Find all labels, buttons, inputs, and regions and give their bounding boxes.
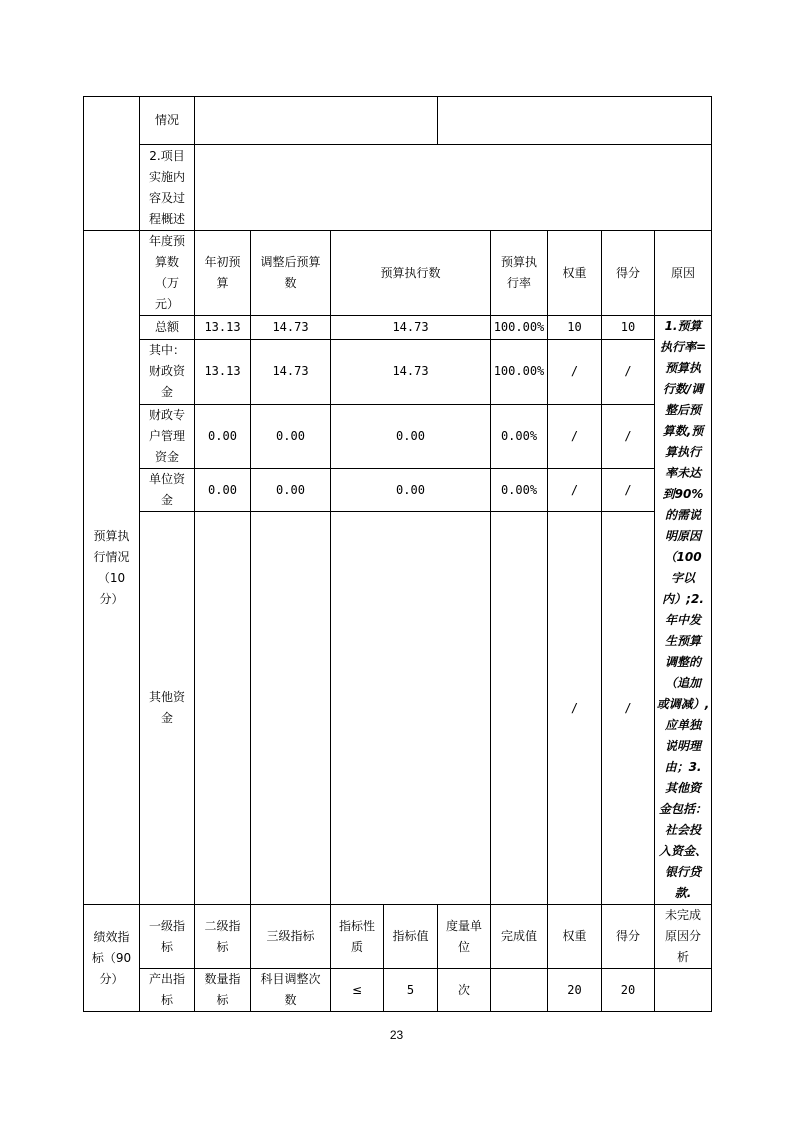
budget-rate: 100.00%: [491, 316, 548, 340]
perf-header-score: 得分: [602, 905, 655, 969]
budget-adjusted: 14.73: [251, 340, 331, 404]
budget-initial: 0.00: [195, 404, 251, 468]
budget-reason-note: 1.预算 执行率= 预算执 行数/调 整后预 算数,预 算执行 率未达 到90% 的需说 明原因 （100 字以 内）;2. 年中发 生预算 调整的 （追加 或调减）, 应单独 说明理 由；3. 其他资 金包括： 社会投 入资金、 银行贷 款.: [655, 316, 712, 905]
perf-completed: [491, 969, 548, 1012]
perf-unit: 次: [438, 969, 491, 1012]
budget-rate: 100.00%: [491, 340, 548, 404]
perf-header-nature: 指标性 质: [331, 905, 384, 969]
budget-executed: 14.73: [331, 316, 491, 340]
budget-initial: 0.00: [195, 469, 251, 512]
intro-content-cell-right: [438, 97, 712, 145]
budget-score: /: [602, 469, 655, 512]
budget-header-adjusted: 调整后预算 数: [251, 231, 331, 316]
budget-section-label: 预算执 行情况 （10 分）: [84, 231, 140, 905]
perf-analysis: [655, 969, 712, 1012]
budget-row-label: 单位资 金: [140, 469, 195, 512]
perf-nature: ≤: [331, 969, 384, 1012]
budget-score: /: [602, 404, 655, 468]
performance-evaluation-table: [83, 96, 712, 1012]
budget-weight: /: [548, 340, 602, 404]
budget-score: /: [602, 340, 655, 404]
process-label: 2.项目 实施内 容及过 程概述: [140, 145, 195, 231]
perf-header-analysis: 未完成 原因分 析: [655, 905, 712, 969]
perf-weight: 20: [548, 969, 602, 1012]
perf-score: 20: [602, 969, 655, 1012]
perf-level3: 科目调整次 数: [251, 969, 331, 1012]
budget-executed: 0.00: [331, 469, 491, 512]
budget-row-label: 其他资 金: [140, 512, 195, 905]
budget-initial: 13.13: [195, 340, 251, 404]
budget-row-label: 总额: [140, 316, 195, 340]
budget-header-rate: 预算执 行率: [491, 231, 548, 316]
budget-adjusted: 14.73: [251, 316, 331, 340]
budget-executed: [331, 512, 491, 905]
page-number: 23: [389, 1028, 404, 1042]
budget-row-label: 财政专 户管理 资金: [140, 404, 195, 468]
budget-score: /: [602, 512, 655, 905]
perf-header-level3: 三级指标: [251, 905, 331, 969]
budget-initial: 13.13: [195, 316, 251, 340]
intro-content-cell: [195, 97, 438, 145]
budget-header-score: 得分: [602, 231, 655, 316]
perf-header-level2: 二级指 标: [195, 905, 251, 969]
perf-header-weight: 权重: [548, 905, 602, 969]
process-content-cell: [195, 145, 712, 231]
budget-weight: /: [548, 404, 602, 468]
budget-header-weight: 权重: [548, 231, 602, 316]
budget-weight: /: [548, 469, 602, 512]
perf-section-label: 绩效指 标（90 分）: [84, 905, 140, 1012]
budget-executed: 0.00: [331, 404, 491, 468]
budget-header-initial: 年初预 算: [195, 231, 251, 316]
budget-executed: 14.73: [331, 340, 491, 404]
section-blank-cell: [84, 97, 140, 231]
perf-level2: 数量指 标: [195, 969, 251, 1012]
perf-header-unit: 度量单 位: [438, 905, 491, 969]
budget-adjusted: 0.00: [251, 404, 331, 468]
budget-adjusted: [251, 512, 331, 905]
budget-row-label: 其中： 财政资 金: [140, 340, 195, 404]
budget-adjusted: 0.00: [251, 469, 331, 512]
budget-header-executed: 预算执行数: [331, 231, 491, 316]
perf-level1: 产出指 标: [140, 969, 195, 1012]
budget-initial: [195, 512, 251, 905]
budget-rate: 0.00%: [491, 469, 548, 512]
budget-header-annual: 年度预 算数 （万 元）: [140, 231, 195, 316]
budget-score: 10: [602, 316, 655, 340]
perf-header-completed: 完成值: [491, 905, 548, 969]
budget-rate: [491, 512, 548, 905]
intro-label: 情况: [140, 97, 195, 145]
perf-value: 5: [384, 969, 438, 1012]
perf-header-level1: 一级指 标: [140, 905, 195, 969]
budget-header-reason: 原因: [655, 231, 712, 316]
budget-rate: 0.00%: [491, 404, 548, 468]
perf-header-value: 指标值: [384, 905, 438, 969]
budget-weight: /: [548, 512, 602, 905]
budget-weight: 10: [548, 316, 602, 340]
